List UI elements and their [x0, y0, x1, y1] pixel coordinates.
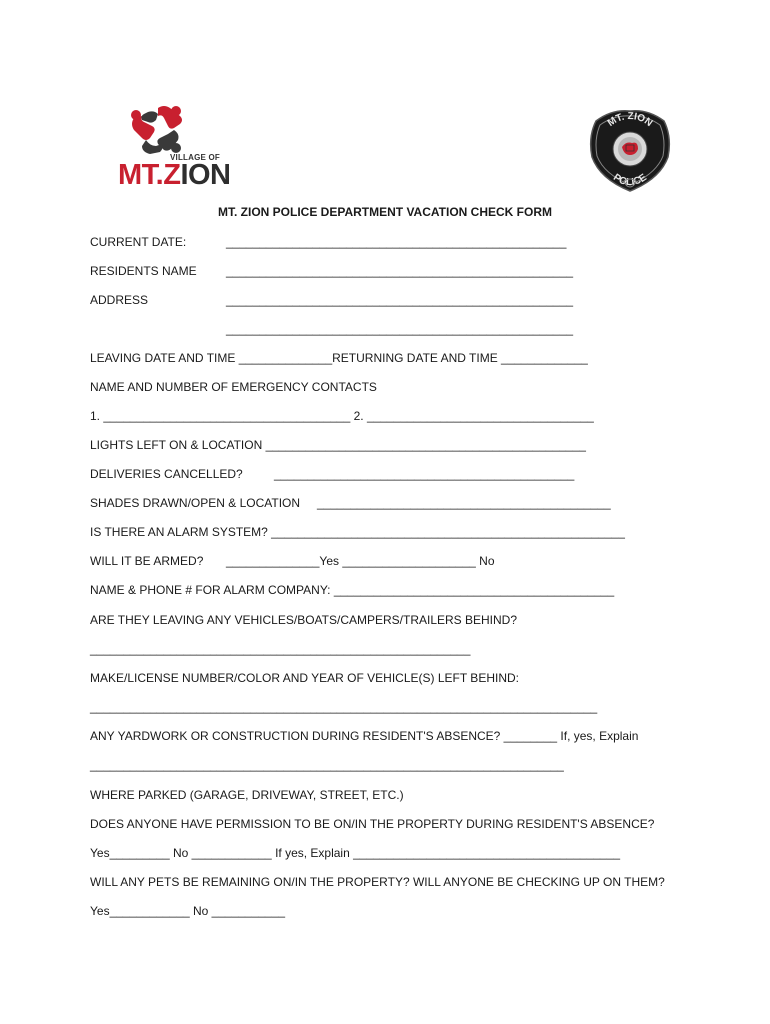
residents-name-field[interactable]: ____________________________________________________ [226, 264, 574, 278]
village-name-logo-text: MT.ZION [118, 159, 231, 191]
pets-answer-field[interactable]: Yes____________ No ___________ [90, 904, 286, 918]
residents-name-label: RESIDENTS NAME [90, 264, 197, 278]
where-parked-label: WHERE PARKED (GARAGE, DRIVEWAY, STREET, ETC.) [90, 788, 404, 802]
alarm-system-line[interactable]: IS THERE AN ALARM SYSTEM? _____________________________________________________ [90, 525, 625, 539]
form-title: MT. ZION POLICE DEPARTMENT VACATION CHECK FORM [218, 205, 552, 219]
emergency-contacts-field[interactable]: 1. _____________________________________ 2. __________________________________ [90, 409, 594, 423]
vehicles-field[interactable]: _________________________________________________________ [90, 642, 471, 656]
current-date-label: CURRENT DATE: [90, 235, 187, 249]
village-logo [118, 104, 246, 192]
shades-field[interactable]: ____________________________________________ [317, 496, 611, 510]
address-label: ADDRESS [90, 293, 149, 307]
make-license-field[interactable]: ____________________________________________________________________________ [90, 700, 598, 714]
shades-label: SHADES DRAWN/OPEN & LOCATION [90, 496, 301, 510]
deliveries-field[interactable]: _____________________________________________ [274, 467, 575, 481]
police-badge [586, 107, 674, 193]
armed-options-field[interactable]: ______________Yes ____________________ No [226, 554, 495, 568]
address-field-1[interactable]: ____________________________________________________ [226, 293, 574, 307]
lights-left-on-line[interactable]: LIGHTS LEFT ON & LOCATION ________________________________________________ [90, 438, 586, 452]
yardwork-line[interactable]: ANY YARDWORK OR CONSTRUCTION DURING RESIDENT'S ABSENCE? ________ If, yes, Explain [90, 729, 639, 743]
deliveries-label: DELIVERIES CANCELLED? [90, 467, 243, 481]
current-date-field[interactable]: ___________________________________________________ [226, 235, 567, 249]
yardwork-field[interactable]: _______________________________________________________________________ [90, 758, 564, 772]
vehicles-question: ARE THEY LEAVING ANY VEHICLES/BOATS/CAMPERS/TRAILERS BEHIND? [90, 613, 518, 627]
permission-answer-field[interactable]: Yes_________ No ____________ If yes, Explain ________________________________________ [90, 846, 621, 860]
village-emblem-icon [128, 104, 198, 160]
permission-question: DOES ANYONE HAVE PERMISSION TO BE ON/IN THE PROPERTY DURING RESIDENT'S ABSENCE? [90, 817, 655, 831]
pets-question: WILL ANY PETS BE REMAINING ON/IN THE PROPERTY? WILL ANYONE BE CHECKING UP ON THEM? [90, 875, 665, 889]
make-license-label: MAKE/LICENSE NUMBER/COLOR AND YEAR OF VEHICLE(S) LEFT BEHIND: [90, 671, 519, 685]
village-of-text: VILLAGE OF [170, 153, 220, 162]
badge-bottom-text: POLICE [611, 172, 649, 189]
police-badge-icon [586, 107, 674, 193]
badge-top-text: MT. ZION [605, 110, 655, 130]
armed-label: WILL IT BE ARMED? [90, 554, 204, 568]
alarm-company-line[interactable]: NAME & PHONE # FOR ALARM COMPANY: __________________________________________ [90, 583, 615, 597]
leaving-returning-line[interactable]: LEAVING DATE AND TIME ______________RETURNING DATE AND TIME _____________ [90, 351, 588, 365]
emergency-contacts-label: NAME AND NUMBER OF EMERGENCY CONTACTS [90, 380, 377, 394]
address-field-2[interactable]: ____________________________________________________ [226, 322, 574, 336]
